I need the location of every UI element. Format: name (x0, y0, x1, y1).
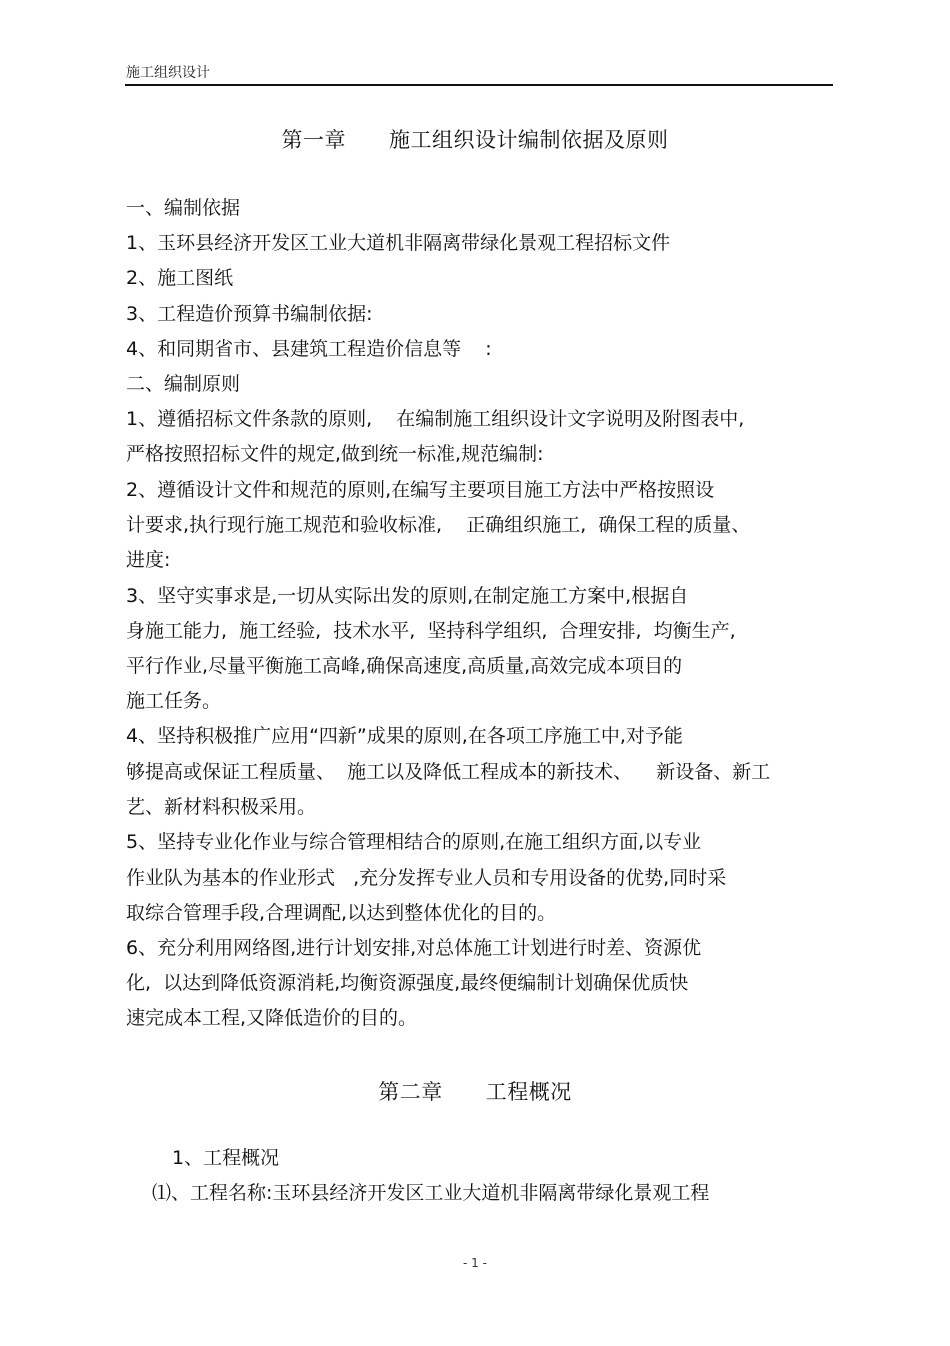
text-line: 速完成本工程,又降低造价的目的。 (126, 1007, 418, 1029)
text-line: 2、施工图纸 (126, 267, 234, 289)
text-line: 4、坚持积极推广应用“四新”成果的原则,在各项工序施工中,对予能 (126, 725, 683, 747)
text-line: 平行作业,尽量平衡施工高峰,确保高速度,高质量,高效完成本项目的 (126, 655, 683, 677)
text-line: 1、玉环县经济开发区工业大道机非隔离带绿化景观工程招标文件 (126, 232, 671, 254)
text-line: 3、坚守实事求是,一切从实际出发的原则,在制定施工方案中,根据自 (126, 585, 689, 607)
chapter-2-title: 第二章 工程概况 (378, 1080, 572, 1104)
text-line: ⑴、工程名称:玉环县经济开发区工业大道机非隔离带绿化景观工程 (152, 1182, 710, 1204)
text-line: 严格按照招标文件的规定,做到统一标准,规范编制: (126, 443, 544, 465)
text-line: 二、编制原则 (126, 373, 241, 395)
text-line: 计要求,执行现行施工规范和验收标准, 正确组织施工, 确保工程的质量、 (126, 514, 751, 536)
header-divider (125, 84, 833, 86)
text-line: 取综合管理手段,合理调配,以达到整体优化的目的。 (126, 902, 557, 924)
text-line: 化, 以达到降低资源消耗,均衡资源强度,最终便编制计划确保优质快 (126, 972, 689, 994)
text-line: 够提高或保证工程质量、 施工以及降低工程成本的新技术、 新设备、新工 (126, 761, 771, 783)
text-line: 4、和同期省市、县建筑工程造价信息等 : (126, 338, 492, 360)
text-line: 作业队为基本的作业形式 ,充分发挥专业人员和专用设备的优势,同时采 (126, 867, 727, 889)
text-line: 6、充分利用网络图,进行计划安排,对总体施工计划进行时差、资源优 (126, 937, 702, 959)
page-number: - 1 - (463, 1256, 487, 1270)
text-line: 1、工程概况 (172, 1147, 280, 1169)
text-line: 2、遵循设计文件和规范的原则,在编写主要项目施工方法中严格按照设 (126, 479, 715, 501)
text-line: 艺、新材料积极采用。 (126, 796, 317, 818)
text-line: 1、遵循招标文件条款的原则, 在编制施工组织设计文字说明及附图表中, (126, 408, 745, 430)
text-line: 进度: (126, 549, 171, 571)
text-line: 3、工程造价预算书编制依据: (126, 303, 373, 325)
header-title: 施工组织设计 (126, 65, 210, 81)
text-line: 5、坚持专业化作业与综合管理相结合的原则,在施工组织方面,以专业 (126, 831, 702, 853)
text-line: 一、编制依据 (126, 197, 241, 219)
chapter-1-title: 第一章 施工组织设计编制依据及原则 (281, 128, 669, 152)
text-line: 身施工能力, 施工经验, 技术水平, 坚持科学组织, 合理安排, 均衡生产, (126, 620, 736, 642)
text-line: 施工任务。 (126, 690, 222, 712)
